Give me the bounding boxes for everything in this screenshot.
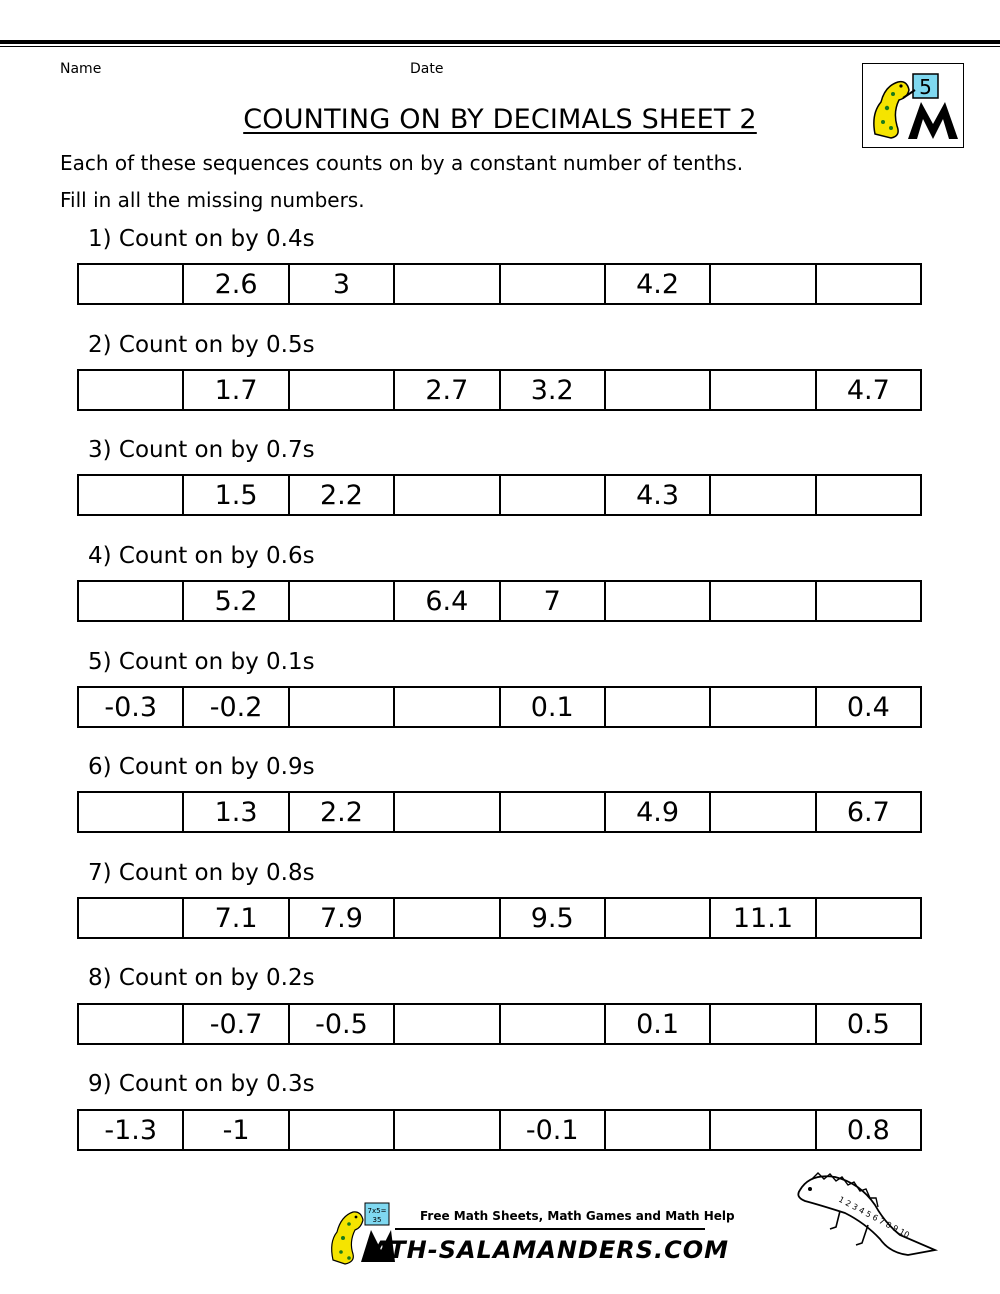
footer-tagline: Free Math Sheets, Math Games and Math Help (420, 1209, 735, 1223)
instruction-line-1: Each of these sequences counts on by a constant number of tenths. (60, 151, 744, 175)
sequence-row (77, 474, 922, 516)
sequence-row (77, 1109, 922, 1151)
footer-site-name[interactable]: ATH-SALAMANDERS.COM (372, 1236, 730, 1264)
sequence-cell[interactable]: 0.1 (499, 688, 604, 726)
sequence-cell[interactable] (393, 1111, 498, 1149)
svg-text:35: 35 (372, 1216, 382, 1224)
sequence-cell[interactable]: 5.2 (182, 582, 287, 620)
date-label: Date (410, 61, 444, 77)
sequence-cell[interactable]: -0.7 (182, 1005, 287, 1043)
sequence-cell[interactable] (393, 793, 498, 831)
sequence-cell[interactable]: -0.5 (288, 1005, 393, 1043)
question-label: 9) Count on by 0.3s (88, 1071, 315, 1097)
sequence-cell[interactable]: 1.3 (182, 793, 287, 831)
sequence-cell[interactable] (815, 582, 920, 620)
sequence-cell[interactable] (79, 793, 182, 831)
sequence-cell[interactable]: 7 (499, 582, 604, 620)
top-rule-thin (0, 46, 1000, 47)
sequence-cell[interactable] (79, 265, 182, 303)
sequence-cell[interactable]: 6.7 (815, 793, 920, 831)
salamander-illustration-icon (790, 1165, 940, 1260)
sequence-cell[interactable]: -0.2 (182, 688, 287, 726)
sequence-row (77, 897, 922, 939)
question-label: 4) Count on by 0.6s (88, 543, 315, 569)
sequence-cell[interactable]: 1.7 (182, 371, 287, 409)
sequence-cell[interactable] (815, 899, 920, 937)
sequence-row (77, 1003, 922, 1045)
sequence-cell[interactable] (815, 265, 920, 303)
sequence-cell[interactable]: 4.3 (604, 476, 709, 514)
sequence-cell[interactable]: 2.2 (288, 793, 393, 831)
sequence-cell[interactable] (393, 1005, 498, 1043)
sequence-cell[interactable]: 0.5 (815, 1005, 920, 1043)
sequence-cell[interactable]: 4.7 (815, 371, 920, 409)
sequence-cell[interactable] (709, 1005, 814, 1043)
sequence-cell[interactable] (393, 265, 498, 303)
sequence-cell[interactable]: 9.5 (499, 899, 604, 937)
question-label: 2) Count on by 0.5s (88, 332, 315, 358)
question-label: 7) Count on by 0.8s (88, 860, 315, 886)
badge-number: 5 (919, 75, 932, 99)
sequence-cell[interactable] (604, 899, 709, 937)
sequence-cell[interactable]: 3.2 (499, 371, 604, 409)
question-label: 3) Count on by 0.7s (88, 437, 315, 463)
sequence-cell[interactable] (288, 1111, 393, 1149)
sequence-row (77, 580, 922, 622)
sequence-cell[interactable]: 4.2 (604, 265, 709, 303)
sequence-cell[interactable]: -1 (182, 1111, 287, 1149)
sequence-cell[interactable] (604, 582, 709, 620)
sequence-cell[interactable] (499, 265, 604, 303)
sequence-cell[interactable]: 11.1 (709, 899, 814, 937)
sequence-cell[interactable] (815, 476, 920, 514)
sequence-cell[interactable]: 7.9 (288, 899, 393, 937)
worksheet-title: COUNTING ON BY DECIMALS SHEET 2 (243, 104, 757, 135)
sequence-cell[interactable] (709, 265, 814, 303)
sequence-cell[interactable] (79, 1005, 182, 1043)
sequence-cell[interactable]: -0.1 (499, 1111, 604, 1149)
footer-divider (395, 1228, 705, 1230)
question-label: 8) Count on by 0.2s (88, 965, 315, 991)
sequence-cell[interactable]: -1.3 (104, 1114, 158, 1146)
sequence-cell[interactable] (709, 371, 814, 409)
question-label: 5) Count on by 0.1s (88, 649, 315, 675)
sequence-cell[interactable] (79, 476, 182, 514)
sequence-row (77, 263, 922, 305)
sequence-cell[interactable] (79, 371, 182, 409)
sequence-cell[interactable]: 0.1 (604, 1005, 709, 1043)
sequence-cell[interactable] (393, 688, 498, 726)
sequence-cell[interactable]: 6.4 (393, 582, 498, 620)
sequence-cell[interactable]: 3 (288, 265, 393, 303)
instruction-line-2: Fill in all the missing numbers. (60, 188, 365, 212)
sequence-cell[interactable] (288, 582, 393, 620)
sequence-row (77, 369, 922, 411)
sequence-cell[interactable] (604, 688, 709, 726)
sequence-row (77, 791, 922, 833)
sequence-cell[interactable] (709, 582, 814, 620)
sequence-cell[interactable]: -0.3 (104, 691, 158, 723)
svg-text:1 2 3 4 5 6 7 8 9 10: 1 2 3 4 5 6 7 8 9 10 (837, 1194, 911, 1240)
sequence-row (77, 686, 922, 728)
sequence-cell[interactable] (604, 1111, 709, 1149)
sequence-cell[interactable] (393, 476, 498, 514)
sequence-cell[interactable] (79, 899, 182, 937)
sequence-cell[interactable] (709, 1111, 814, 1149)
sequence-cell[interactable] (709, 476, 814, 514)
sequence-cell[interactable]: 2.7 (393, 371, 498, 409)
sequence-cell[interactable] (709, 688, 814, 726)
svg-text:7x5=: 7x5= (367, 1207, 387, 1215)
sequence-cell[interactable]: 7.1 (182, 899, 287, 937)
sequence-cell[interactable]: 2.2 (288, 476, 393, 514)
sequence-cell[interactable]: 0.8 (815, 1111, 920, 1149)
question-label: 1) Count on by 0.4s (88, 226, 315, 252)
sequence-cell[interactable] (393, 899, 498, 937)
sequence-cell[interactable] (499, 1005, 604, 1043)
name-label: Name (60, 61, 102, 77)
sequence-cell[interactable] (288, 371, 393, 409)
sequence-cell[interactable]: 4.9 (604, 793, 709, 831)
sequence-cell[interactable]: 1.5 (182, 476, 287, 514)
sequence-cell[interactable] (79, 582, 182, 620)
sequence-cell[interactable] (604, 371, 709, 409)
sequence-cell[interactable]: 0.4 (815, 688, 920, 726)
sequence-cell[interactable] (499, 793, 604, 831)
sequence-cell[interactable] (288, 688, 393, 726)
sequence-cell[interactable]: 2.6 (182, 265, 287, 303)
top-rule (0, 40, 1000, 44)
sequence-cell[interactable] (709, 793, 814, 831)
sequence-cell[interactable] (499, 476, 604, 514)
question-label: 6) Count on by 0.9s (88, 754, 315, 780)
